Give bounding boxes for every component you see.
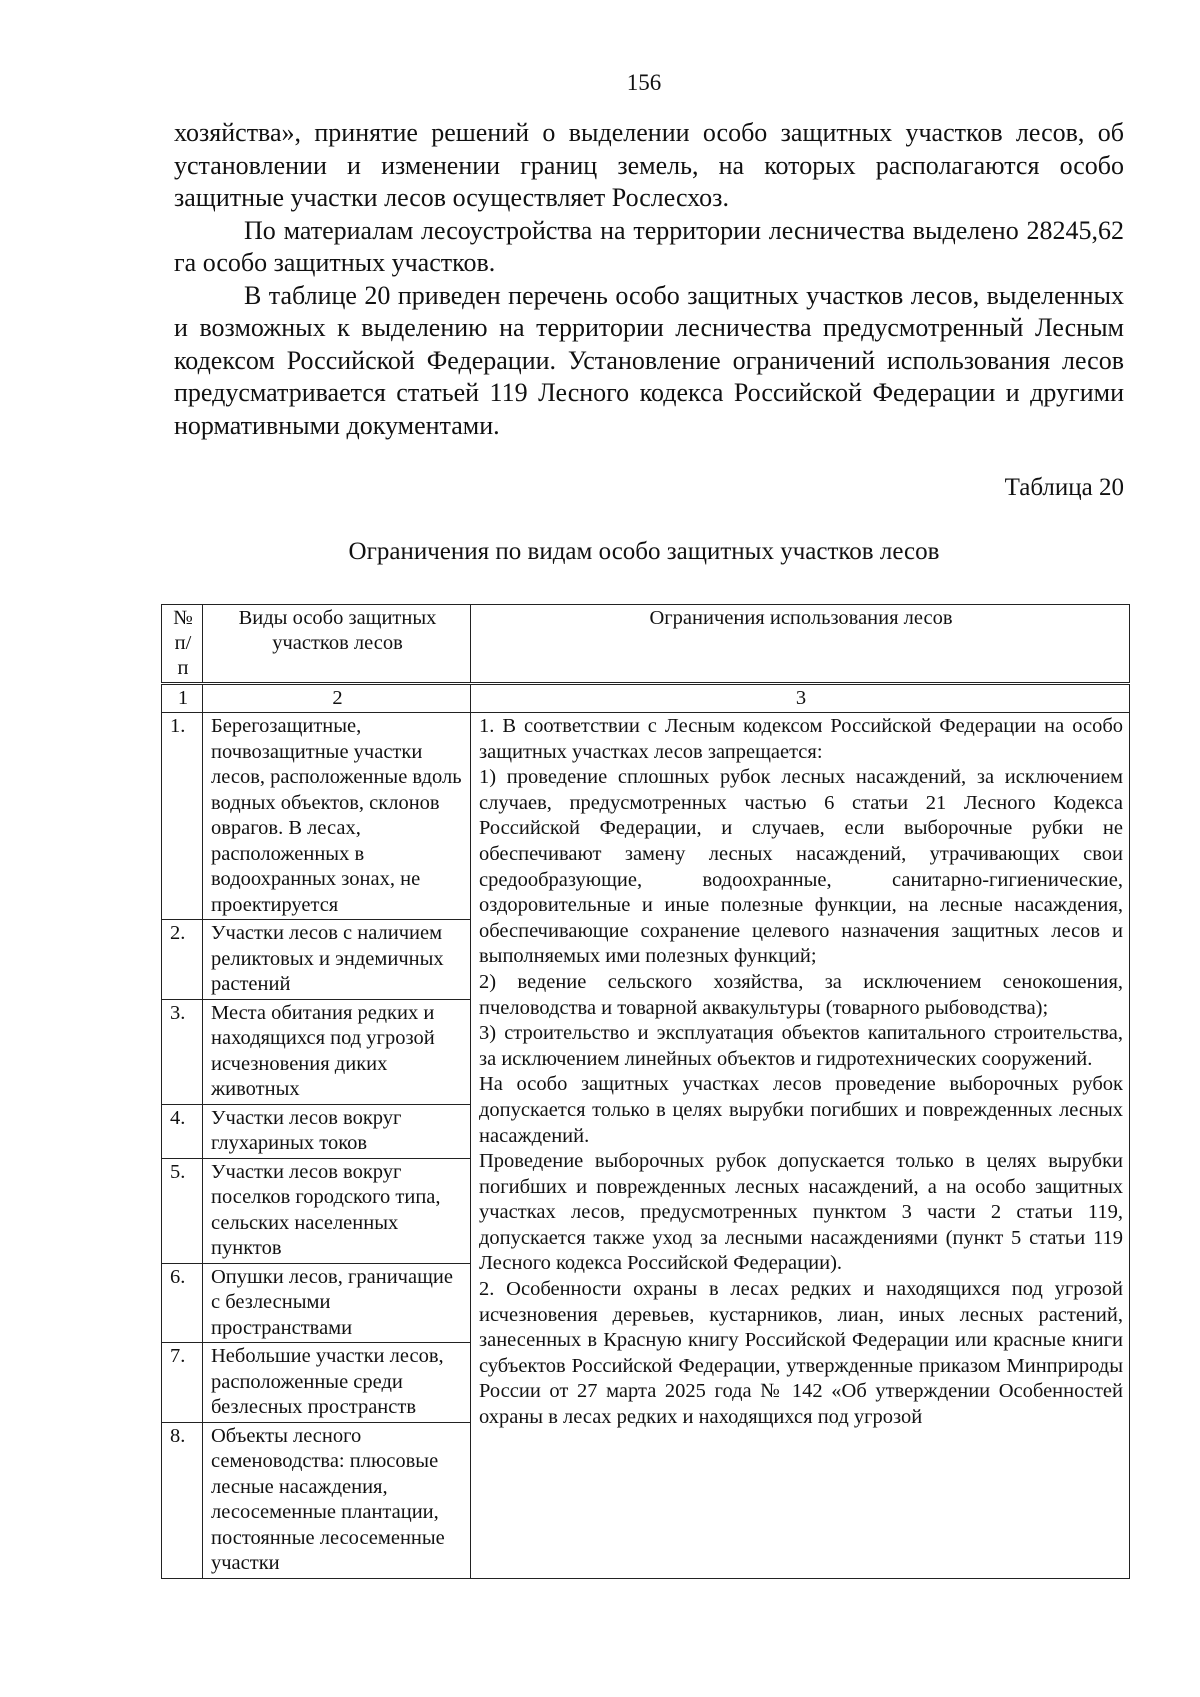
row-number: 3. — [162, 999, 203, 1104]
row-kind: Объекты лесного семеноводства: плюсовые лесные насаждения, лесосеменные плантации, постоянные лесосеменные участки — [203, 1422, 471, 1578]
row-kind: Участки лесов с наличием реликтовых и эндемичных растений — [203, 920, 471, 1000]
row-kind: Участки лесов вокруг глухариных токов — [203, 1104, 471, 1158]
table-row — [162, 713, 1130, 920]
column-number: 2 — [203, 684, 471, 713]
column-number: 1 — [162, 684, 203, 713]
restriction-paragraph: 1) проведение сплошных рубок лесных насаждений, за исключением случаев, предусмотренных частью 6 статьи 21 Лесного Кодекса Российской Федерации, и случаев, если выборочные рубки не обеспечивают замену лесных насаждений, утрачивающих свои средообразующие, водоохранные, санитарно-гигиенические, оздоровительные и иные полезные функции, на лесные насаждения, обеспечивающие сохранение целевого назначения защитных лесов и выполняемых ими полезных функций; — [479, 766, 1123, 968]
intro-paragraph: В таблице 20 приведен перечень особо защитных участков лесов, выделенных и возможных к выделению на территории лесничества предусмотренный Лесным кодексом Российской Федерации. Установление ограничений использования лесов предусматривается статьей 119 Лесного кодекса Российской Федерации и другими нормативными документами. — [174, 280, 1124, 440]
row-number: 8. — [162, 1422, 203, 1578]
intro-paragraph: хозяйства», принятие решений о выделении особо защитных участков лесов, об установлении и изменении границ земель, на которых располагаются особо защитные участки лесов осуществляет Рослесхоз. — [174, 118, 1124, 212]
restriction-paragraph: 2) ведение сельского хозяйства, за исключением сенокошения, пчеловодства и товарной аквакультуры (товарного рыбоводства); — [479, 970, 1123, 1019]
table-label: Таблица 20 — [1004, 474, 1124, 501]
row-number: 5. — [162, 1158, 203, 1263]
row-kind: Небольшие участки лесов, расположенные среди безлесных пространств — [203, 1343, 471, 1423]
intro-paragraph: По материалам лесоустройства на территории лесничества выделено 28245,62 га особо защитных участков. — [174, 215, 1124, 277]
row-kind: Берегозащитные, почвозащитные участки лесов, расположенные вдоль водных объектов, склонов оврагов. В лесах, расположенных в водоохранных зонах, не проектируется — [203, 713, 471, 920]
restriction-paragraph: 2. Особенности охраны в лесах редких и находящихся под угрозой исчезновения деревьев, кустарников, лиан, иных лесных растений, занесенных в Красную книгу Российской Федерации или красные книги субъектов Российской Федерации, утвержденные приказом Минприроды России от 27 марта 2025 года № 142 «Об утверждении Особенностей охраны в лесах редких и находящихся под угрозой — [479, 1278, 1123, 1429]
row-number: 1. — [162, 713, 203, 920]
restrictions-cell — [471, 713, 1130, 1579]
row-number: 4. — [162, 1104, 203, 1158]
restrictions-table — [161, 604, 1130, 1579]
header-restrictions: Ограничения использования лесов — [471, 605, 1130, 684]
row-number: 2. — [162, 920, 203, 1000]
table-title: Ограничения по видам особо защитных участков лесов — [348, 538, 940, 565]
column-number-row — [162, 684, 1130, 713]
intro-text — [174, 117, 1124, 442]
restriction-paragraph: На особо защитных участках лесов проведение выборочных рубок допускается только в целях вырубки погибших и поврежденных лесных насаждений. — [479, 1073, 1123, 1147]
row-kind: Опушки лесов, граничащие с безлесными пространствами — [203, 1263, 471, 1343]
row-number: 6. — [162, 1263, 203, 1343]
column-number: 3 — [471, 684, 1130, 713]
restriction-paragraph: 1. В соответствии с Лесным кодексом Российской Федерации на особо защитных участках лесов запрещается: — [479, 715, 1123, 763]
table-header-row — [162, 605, 1130, 684]
header-number: № п/п — [162, 605, 203, 684]
row-kind: Участки лесов вокруг поселков городского типа, сельских населенных пунктов — [203, 1158, 471, 1263]
row-number: 7. — [162, 1343, 203, 1423]
row-kind: Места обитания редких и находящихся под угрозой исчезновения диких животных — [203, 999, 471, 1104]
page-number: 156 — [626, 70, 662, 95]
restriction-paragraph: 3) строительство и эксплуатация объектов капитального строительства, за исключением линейных объектов и гидротехнических сооружений. — [479, 1022, 1123, 1070]
restriction-paragraph: Проведение выборочных рубок допускается только в целях вырубки погибших и поврежденных лесных насаждений, а на особо защитных участках лесов, предусмотренных пунктом 3 части 2 статьи 119, допускается также уход за лесными насаждениями (пункт 5 статьи 119 Лесного кодекса Российской Федерации). — [479, 1150, 1123, 1275]
header-kind: Виды особо защитных участков лесов — [203, 605, 471, 684]
